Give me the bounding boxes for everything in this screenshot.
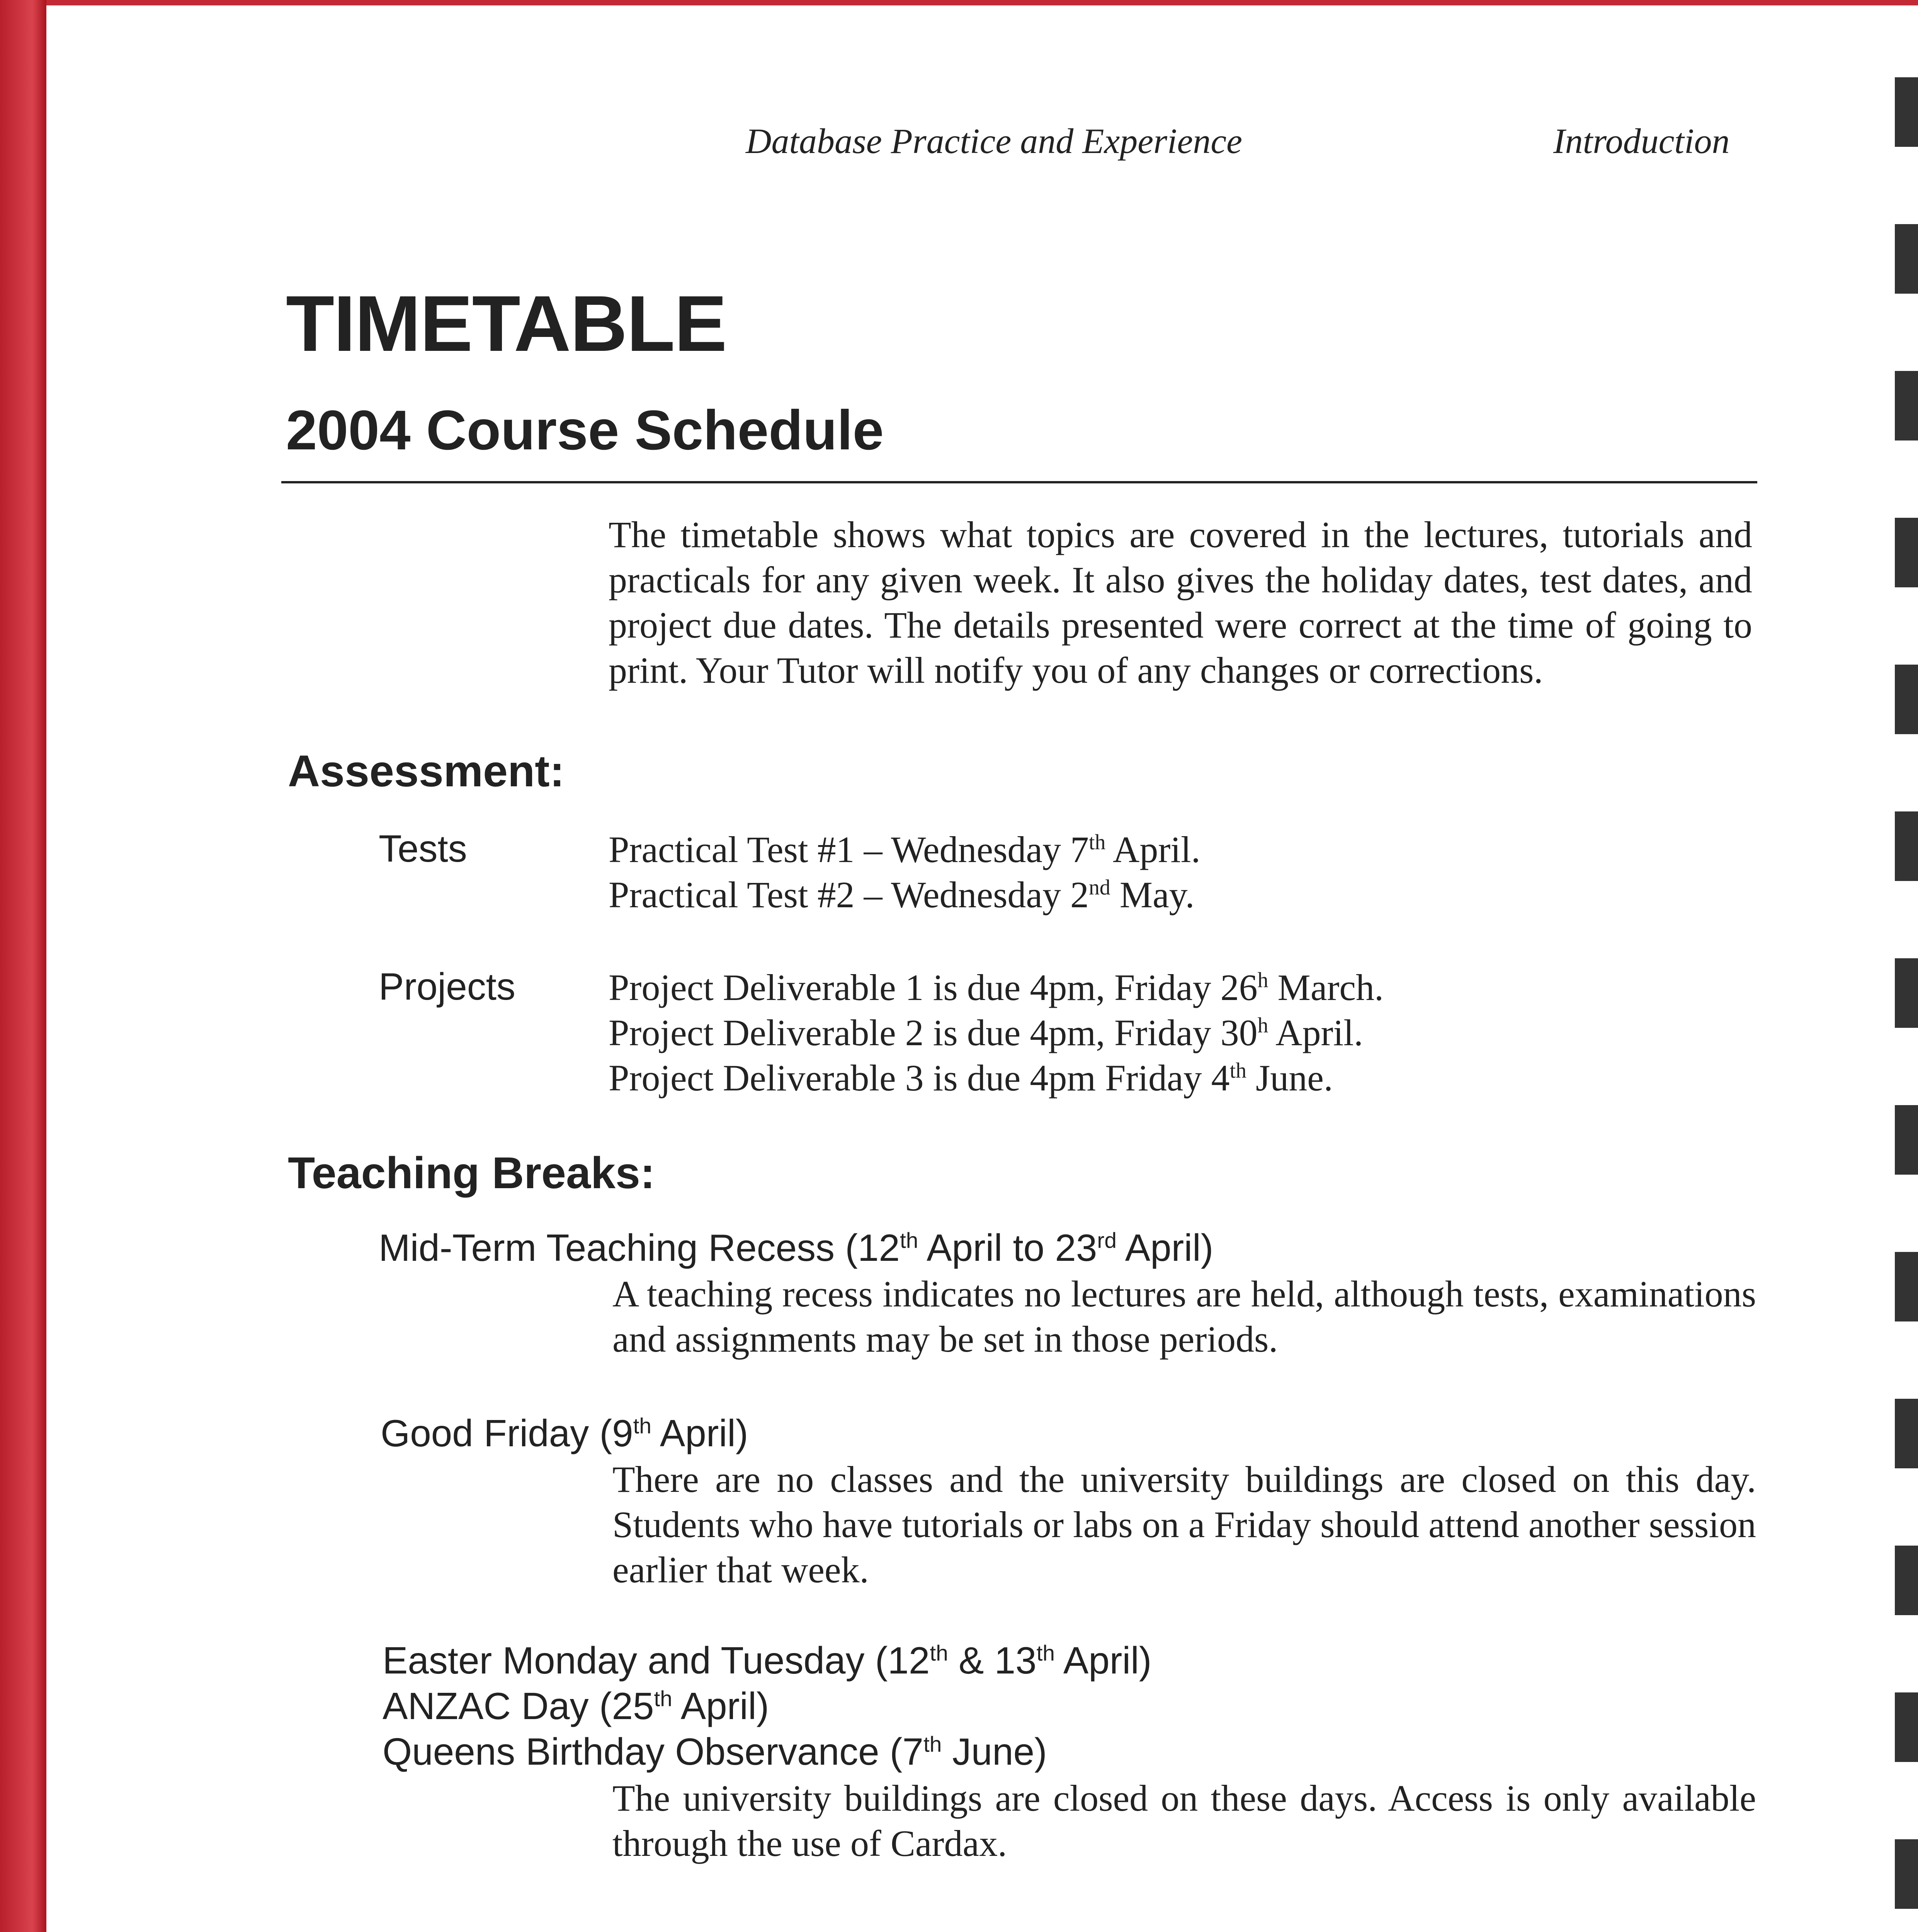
buildings-closed-text: The university buildings are closed on these days. Access is only available through the use of Cardax. xyxy=(612,1777,1756,1864)
good-friday-heading: Good Friday (9th April) xyxy=(381,1412,748,1454)
project-1: Project Deliverable 1 is due 4pm, Friday 26$^h$ March. xyxy=(609,967,1384,1008)
tests-list xyxy=(609,827,1200,917)
good-friday-text: There are no classes and the university buildings are closed on this day. Students who have tutorials or labs on a Friday should attend another session earlier that week. xyxy=(612,1459,1756,1590)
tests-label: Tests xyxy=(379,827,467,870)
title-rule xyxy=(281,481,1757,483)
anzac-heading: ANZAC Day (25th April) xyxy=(383,1685,769,1727)
intro-paragraph: The timetable shows what topics are covered in the lectures, tutorials and practicals for any given week. It also gives the holiday dates, test dates, and project due dates. The details presented were correct at the time of going to print. Your Tutor will notify you of any changes or corrections. xyxy=(609,514,1752,691)
test-2: Practical Test #2 – Wednesday 2nd May. xyxy=(609,874,1195,915)
midterm-recess-heading: Mid-Term Teaching Recess (12th April to 23rd April) xyxy=(379,1226,1214,1269)
running-section: Introduction xyxy=(1553,121,1730,161)
running-title: Database Practice and Experience xyxy=(746,121,1242,161)
project-3: Project Deliverable 3 is due 4pm Friday 4th June. xyxy=(609,1057,1333,1099)
easter-heading: Easter Monday and Tuesday (12th & 13th April) xyxy=(383,1639,1152,1682)
queens-birthday-heading: Queens Birthday Observance (7th June) xyxy=(383,1730,1047,1773)
midterm-recess-text: A teaching recess indicates no lectures are held, although tests, examinations and assignments may be set in those periods. xyxy=(612,1273,1756,1360)
test-1: Practical Test #1 – Wednesday 7th April. xyxy=(609,829,1200,870)
project-2: Project Deliverable 2 is due 4pm, Friday 30$^h$ April. xyxy=(609,1012,1363,1053)
page-title: TIMETABLE xyxy=(286,279,726,368)
assessment-heading: Assessment: xyxy=(288,747,565,796)
page-subtitle: 2004 Course Schedule xyxy=(286,399,884,461)
projects-list xyxy=(609,965,1384,1100)
projects-label: Projects xyxy=(379,965,516,1008)
teaching-breaks-heading: Teaching Breaks: xyxy=(288,1148,655,1198)
spiral-binding xyxy=(1895,0,1918,1932)
public-holidays xyxy=(383,1638,1152,1774)
red-binding-edge xyxy=(0,0,46,1932)
red-binding-top xyxy=(46,0,1918,5)
